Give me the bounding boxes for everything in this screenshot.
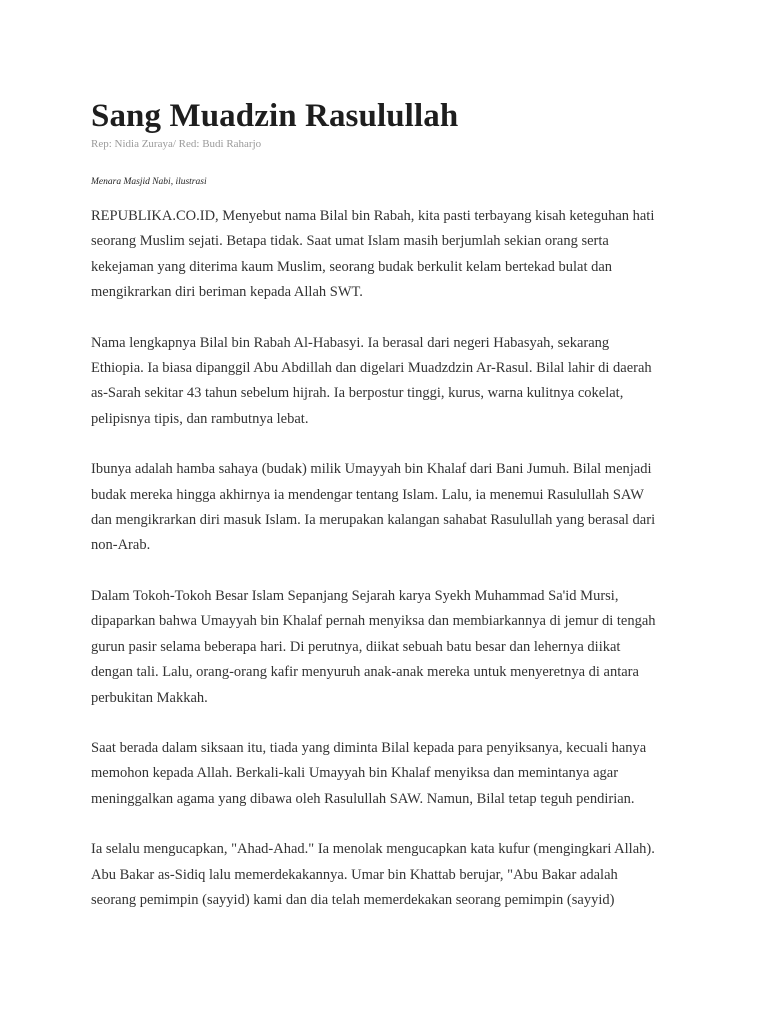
text-line: Abu Bakar as-Sidiq lalu memerdekakannya. Umar bin Khattab berujar, "Abu Bakar adalah xyxy=(91,866,618,883)
text-line: dipaparkan bahwa Umayyah bin Khalaf pernah menyiksa dan membiarkannya di jemur di tengah xyxy=(91,613,656,630)
text-line: REPUBLIKA.CO.ID, Menyebut nama Bilal bin Rabah, kita pasti terbayang kisah keteguhan hati xyxy=(91,208,655,224)
text-line: budak mereka hingga akhirnya ia mendengar tentang Islam. Lalu, ia menemui Rasulullah SAW xyxy=(91,486,644,503)
text-line: kekejaman yang diterima kaum Muslim, seorang budak berkulit kelam bertekad bulat dan xyxy=(91,258,613,275)
text-line: memohon kepada Allah. Berkali-kali Umayyah bin Khalaf menyiksa dan memintanya agar xyxy=(91,765,619,782)
text-line: seorang Muslim sejati. Betapa tidak. Saat umat Islam masih berjumlah sekian orang serta xyxy=(91,233,609,250)
paragraph-4 xyxy=(91,584,691,711)
text-line: gurun pasir selama beberapa hari. Di perutnya, diikat sebuah batu besar dan lehernya diikat xyxy=(91,638,621,655)
text-line: Nama lengkapnya Bilal bin Rabah Al-Habasyi. Ia berasal dari negeri Habasyah, sekarang xyxy=(91,334,610,351)
text-line: seorang pemimpin (sayyid) kami dan dia telah memerdekakan seorang pemimpin (sayyid) xyxy=(91,891,615,908)
text-line: Saat berada dalam siksaan itu, tiada yang diminta Bilal kepada para penyiksanya, kecuali hanya xyxy=(91,739,647,756)
article-title: Sang Muadzin Rasulullah xyxy=(91,98,459,134)
text-line: Ibunya adalah hamba sahaya (budak) milik Umayyah bin Khalaf dari Bani Jumuh. Bilal menjadi xyxy=(91,461,652,478)
paragraph-6 xyxy=(91,837,691,913)
text-line: pelipisnya tipis, dan rambutnya lebat. xyxy=(91,410,309,427)
text-line: as-Sarah sekitar 43 tahun sebelum hijrah. Ia berpostur tinggi, kurus, warna kulitnya cokelat, xyxy=(91,385,624,402)
text-line: perbukitan Makkah. xyxy=(91,689,208,706)
text-line: non-Arab. xyxy=(91,537,151,554)
text-line: Ia selalu mengucapkan, "Ahad-Ahad." Ia menolak mengucapkan kata kufur (mengingkari Allah). xyxy=(91,841,655,858)
image-caption: Menara Masjid Nabi, ilustrasi xyxy=(91,177,207,187)
text-line: dan mengikrarkan diri masuk Islam. Ia merupakan kalangan sahabat Rasulullah yang berasal dari xyxy=(91,512,656,529)
text-line: meninggalkan agama yang dibawa oleh Rasulullah SAW. Namun, Bilal tetap teguh pendirian. xyxy=(91,790,635,807)
text-line: Ethiopia. Ia biasa dipanggil Abu Abdillah dan digelari Muadzdzin Ar-Rasul. Bilal lahir di daerah xyxy=(91,360,652,377)
text-line: mengikrarkan diri beriman kepada Allah SWT. xyxy=(91,284,363,301)
text-line: Dalam Tokoh-Tokoh Besar Islam Sepanjang Sejarah karya Syekh Muhammad Sa'id Mursi, xyxy=(91,587,619,604)
article-byline: Rep: Nidia Zuraya/ Red: Budi Raharjo xyxy=(91,138,262,150)
paragraph-2 xyxy=(91,331,691,433)
article-body xyxy=(91,204,691,913)
text-line: dengan tali. Lalu, orang-orang kafir menyuruh anak-anak mereka untuk menyeretnya di antara xyxy=(91,664,639,681)
paragraph-3 xyxy=(91,457,691,559)
article xyxy=(91,96,691,938)
paragraph-5 xyxy=(91,736,691,812)
paragraph-1 xyxy=(91,204,691,306)
